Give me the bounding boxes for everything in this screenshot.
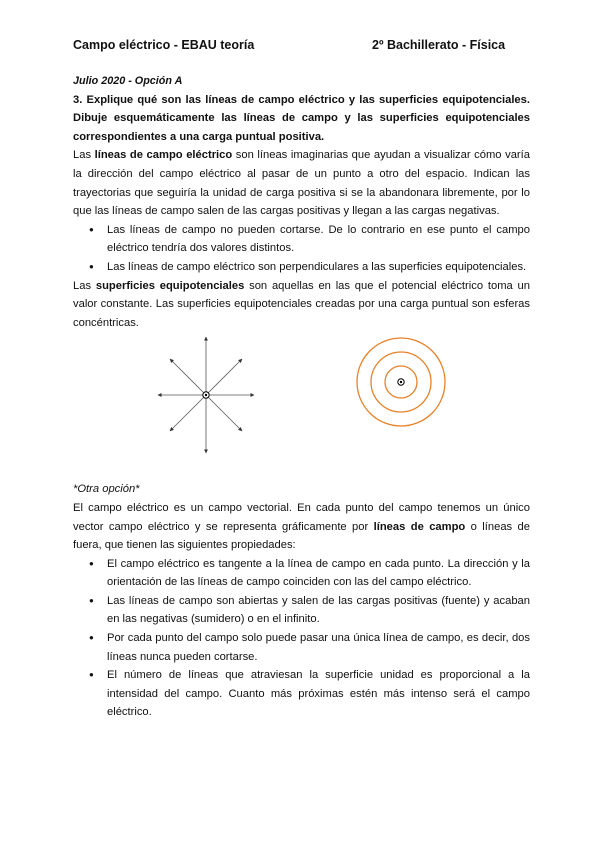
- bold-term: superficies equipotenciales: [95, 279, 245, 292]
- list-item: ● El número de líneas que atraviesan la superficie unidad es proporcional a la intensidad del campo. Cuanto más próximas estén más intenso será el campo eléctrico.: [107, 666, 530, 722]
- text: o líneas de fuera, que tienen las siguientes propiedades:: [73, 520, 530, 552]
- bold-term: líneas de campo: [373, 520, 466, 533]
- list-item: ● Las líneas de campo son abiertas y salen de las cargas positivas (fuente) y acaban en las negativas (sumidero) o en el infinito.: [107, 592, 530, 629]
- figures: [73, 332, 530, 472]
- field-lines-diagram: [153, 332, 263, 462]
- exam-subtitle: Julio 2020 - Opción A: [73, 75, 183, 87]
- field-lines-list: [73, 221, 530, 277]
- exam-question: 3. Explique qué son las líneas de campo eléctrico y las superficies equipotenciales. Dibuje esquemáticamente las líneas de campo y las superficies equipotenciales correspondientes a una carga puntual positiva.: [73, 93, 530, 143]
- properties-list: [73, 555, 530, 722]
- equipotential-diagram: [351, 332, 451, 432]
- text: Las: [73, 279, 96, 292]
- equipotential-paragraph: [73, 277, 530, 333]
- text: son aquellas en las que el potencial eléctrico toma un valor constante. Las superficies equipotenciales creadas por una carga puntual son esferas concéntricas.: [73, 279, 530, 329]
- list-item: ● Las líneas de campo no pueden cortarse. De lo contrario en ese punto el campo eléctrico tendría dos valores distintos.: [107, 221, 530, 258]
- header-left: Campo eléctrico - EBAU teoría: [73, 38, 255, 52]
- text: Las: [73, 149, 95, 162]
- charge-center-dot: [205, 394, 207, 396]
- other-option-heading: *Otra opción*: [73, 483, 140, 496]
- list-item: ● Las líneas de campo eléctrico son perpendiculares a las superficies equipotenciales.: [107, 258, 530, 277]
- vector-field-paragraph: [73, 499, 530, 555]
- document-body: [73, 72, 530, 722]
- list-item: ● El campo eléctrico es tangente a la línea de campo en cada punto. La dirección y la orientación de las líneas de campo coinciden con las del campo eléctrico.: [107, 555, 530, 592]
- text: son líneas imaginarias que ayudan a visualizar cómo varía la dirección del campo eléctrico al pasar de un punto a otro del espacio. Indican las trayectorias que seguiría la unidad de carga positiva si se la abandonara libremente, por lo que las líneas de campo salen de las cargas positivas y llegan a las cargas negativas.: [73, 149, 530, 218]
- text: El campo eléctrico es un campo vectorial. En cada punto del campo tenemos un único vector campo eléctrico y se representa gráficamente por: [73, 501, 530, 533]
- charge-center-dot: [400, 381, 402, 383]
- header-right: 2º Bachillerato - Física: [372, 38, 506, 52]
- list-item: ● Por cada punto del campo solo puede pasar una única línea de campo, es decir, dos líneas nunca pueden cortarse.: [107, 629, 530, 666]
- bold-term: líneas de campo eléctrico: [94, 149, 233, 162]
- field-lines-paragraph: [73, 146, 530, 220]
